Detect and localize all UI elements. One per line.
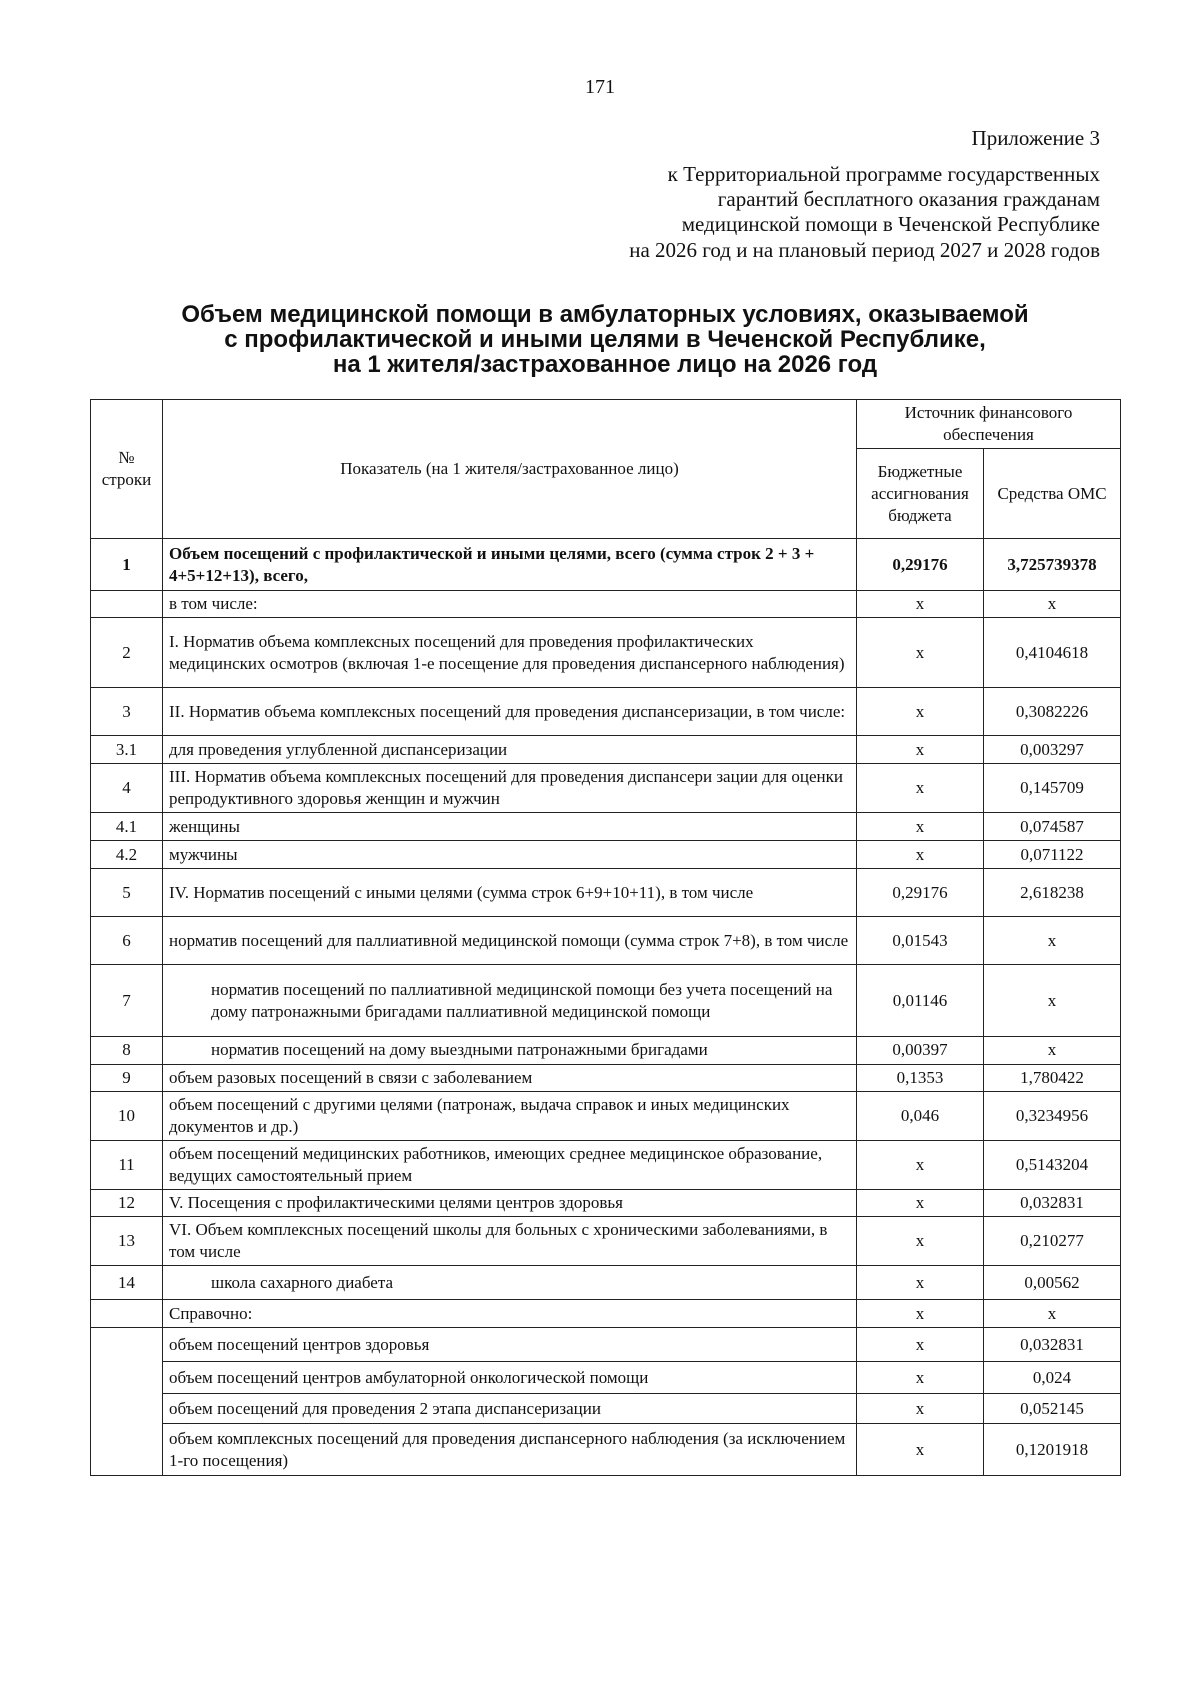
row-number: 3 (91, 688, 163, 736)
table-row (91, 764, 1121, 813)
table-row (91, 1217, 1121, 1266)
row-oms: 0,3234956 (984, 1091, 1121, 1140)
table-row (91, 869, 1121, 917)
row-indicator: объем посещений с другими целями (патронаж, выдача справок и иных медицинских документов и др.) (163, 1091, 857, 1140)
header-indicator: Показатель (на 1 жителя/застрахованное лицо) (163, 400, 857, 539)
subtitle-line: гарантий бесплатного оказания гражданам (717, 187, 1100, 212)
row-indicator: Справочно: (163, 1300, 857, 1328)
table-row (91, 539, 1121, 591)
row-budget: х (857, 1328, 984, 1362)
row-number: 7 (91, 965, 163, 1037)
table-row (91, 1140, 1121, 1189)
row-number: 4.2 (91, 841, 163, 869)
row-indicator: для проведения углубленной диспансеризации (163, 736, 857, 764)
row-budget: 0,01146 (857, 965, 984, 1037)
annex-subtitle (629, 162, 1100, 263)
volume-table (90, 399, 1121, 1476)
table-row (91, 917, 1121, 965)
row-indicator: объем посещений центров здоровья (163, 1328, 857, 1362)
row-budget: 0,29176 (857, 539, 984, 591)
row-number (91, 591, 163, 618)
row-budget: 0,00397 (857, 1037, 984, 1064)
row-indicator: III. Норматив объема комплексных посещений для проведения диспансери зации для оценки репродуктивного здоровья женщин и мужчин (163, 764, 857, 813)
table-row (91, 1037, 1121, 1064)
row-indicator: школа сахарного диабета (163, 1266, 857, 1300)
row-oms: 0,032831 (984, 1328, 1121, 1362)
row-budget: х (857, 813, 984, 841)
row-oms: 1,780422 (984, 1064, 1121, 1091)
table-row (91, 1362, 1121, 1394)
row-oms: х (984, 1300, 1121, 1328)
row-indicator: норматив посещений для паллиативной медицинской помощи (сумма строк 7+8), в том числе (163, 917, 857, 965)
row-number: 5 (91, 869, 163, 917)
row-budget: х (857, 764, 984, 813)
row-indicator: норматив посещений по паллиативной медицинской помощи без учета посещений на дому патронажными бригадами паллиативной медицинской помощи (163, 965, 857, 1037)
row-oms: 0,145709 (984, 764, 1121, 813)
table-row (91, 618, 1121, 688)
row-indicator: II. Норматив объема комплексных посещений для проведения диспансеризации, в том числе: (163, 688, 857, 736)
row-oms: 0,074587 (984, 813, 1121, 841)
header-row-number: № строки (91, 400, 163, 539)
row-number (91, 1300, 163, 1328)
row-number: 14 (91, 1266, 163, 1300)
row-number: 10 (91, 1091, 163, 1140)
row-indicator: VI. Объем комплексных посещений школы для больных с хроническими заболеваниями, в том числе (163, 1217, 857, 1266)
row-number (91, 1328, 163, 1476)
table-row (91, 1394, 1121, 1424)
row-budget: х (857, 1266, 984, 1300)
row-oms: 0,052145 (984, 1394, 1121, 1424)
row-indicator: IV. Норматив посещений с иными целями (сумма строк 6+9+10+11), в том числе (163, 869, 857, 917)
row-budget: х (857, 736, 984, 764)
row-indicator: объем разовых посещений в связи с заболеванием (163, 1064, 857, 1091)
table-row (91, 841, 1121, 869)
table-row (91, 1328, 1121, 1362)
header-funding-source: Источник финансового обеспечения (857, 400, 1121, 449)
row-number: 4.1 (91, 813, 163, 841)
table-row (91, 1091, 1121, 1140)
row-number: 3.1 (91, 736, 163, 764)
table-row (91, 965, 1121, 1037)
title-line: с профилактической и иными целями в Чеченской Республике, (224, 326, 986, 354)
table-row (91, 1064, 1121, 1091)
row-oms: 0,032831 (984, 1190, 1121, 1217)
document-title (90, 302, 1120, 378)
row-budget: 0,1353 (857, 1064, 984, 1091)
subtitle-line: к Территориальной программе государственных (667, 162, 1100, 186)
row-number: 4 (91, 764, 163, 813)
row-budget: 0,29176 (857, 869, 984, 917)
row-oms: 0,00562 (984, 1266, 1121, 1300)
row-budget: х (857, 618, 984, 688)
row-oms: 0,3082226 (984, 688, 1121, 736)
row-indicator: V. Посещения с профилактическими целями центров здоровья (163, 1190, 857, 1217)
table-row (91, 813, 1121, 841)
header-oms: Средства ОМС (984, 449, 1121, 539)
row-budget: х (857, 1217, 984, 1266)
page-number: 171 (585, 76, 615, 98)
row-oms: х (984, 591, 1121, 618)
row-indicator: в том числе: (163, 591, 857, 618)
table-row (91, 1424, 1121, 1476)
row-number: 13 (91, 1217, 163, 1266)
subtitle-line: медицинской помощи в Чеченской Республике (681, 212, 1100, 237)
row-budget: 0,01543 (857, 917, 984, 965)
row-budget: х (857, 1362, 984, 1394)
row-oms: 0,4104618 (984, 618, 1121, 688)
row-budget: х (857, 591, 984, 618)
row-budget: х (857, 841, 984, 869)
table-row (91, 1300, 1121, 1328)
row-indicator: норматив посещений на дому выездными патронажными бригадами (163, 1037, 857, 1064)
row-oms: 0,071122 (984, 841, 1121, 869)
row-indicator: объем посещений медицинских работников, имеющих среднее медицинское образование, ведущих самостоятельный прием (163, 1140, 857, 1189)
row-number: 2 (91, 618, 163, 688)
row-budget: х (857, 1190, 984, 1217)
row-indicator: мужчины (163, 841, 857, 869)
row-oms: 2,618238 (984, 869, 1121, 917)
row-oms: х (984, 917, 1121, 965)
row-number: 11 (91, 1140, 163, 1189)
table-row (91, 1190, 1121, 1217)
row-budget: х (857, 1424, 984, 1476)
title-line: на 1 жителя/застрахованное лицо на 2026 год (332, 351, 878, 379)
row-number: 8 (91, 1037, 163, 1064)
row-oms: 3,725739378 (984, 539, 1121, 591)
row-oms: 0,210277 (984, 1217, 1121, 1266)
row-indicator: Объем посещений с профилактической и иными целями, всего (сумма строк 2 + 3 + 4+5+12+13), всего, (163, 539, 857, 591)
row-budget: х (857, 1140, 984, 1189)
row-number: 12 (91, 1190, 163, 1217)
row-number: 9 (91, 1064, 163, 1091)
row-oms: 0,1201918 (984, 1424, 1121, 1476)
row-oms: х (984, 965, 1121, 1037)
row-number: 1 (91, 539, 163, 591)
row-budget: х (857, 1394, 984, 1424)
row-oms: х (984, 1037, 1121, 1064)
row-indicator: объем комплексных посещений для проведения диспансерного наблюдения (за исключением 1-го посещения) (163, 1424, 857, 1476)
table-row (91, 688, 1121, 736)
title-line: Объем медицинской помощи в амбулаторных условиях, оказываемой (181, 301, 1029, 328)
row-number: 6 (91, 917, 163, 965)
row-budget: 0,046 (857, 1091, 984, 1140)
row-oms: 0,5143204 (984, 1140, 1121, 1189)
row-budget: х (857, 688, 984, 736)
row-budget: х (857, 1300, 984, 1328)
row-indicator: женщины (163, 813, 857, 841)
subtitle-line: на 2026 год и на плановый период 2027 и 2028 годов (629, 237, 1100, 262)
table-row (91, 591, 1121, 618)
table-row (91, 1266, 1121, 1300)
header-budget: Бюджетные ассигнования бюджета (857, 449, 984, 539)
row-indicator: объем посещений для проведения 2 этапа диспансеризации (163, 1394, 857, 1424)
row-oms: 0,024 (984, 1362, 1121, 1394)
annex-label: Приложение 3 (971, 126, 1100, 150)
row-oms: 0,003297 (984, 736, 1121, 764)
row-indicator: объем посещений центров амбулаторной онкологической помощи (163, 1362, 857, 1394)
table-row (91, 736, 1121, 764)
row-indicator: I. Норматив объема комплексных посещений для проведения профилактических медицинских осмотров (включая 1-е посещение для проведения диспансерного наблюдения) (163, 618, 857, 688)
